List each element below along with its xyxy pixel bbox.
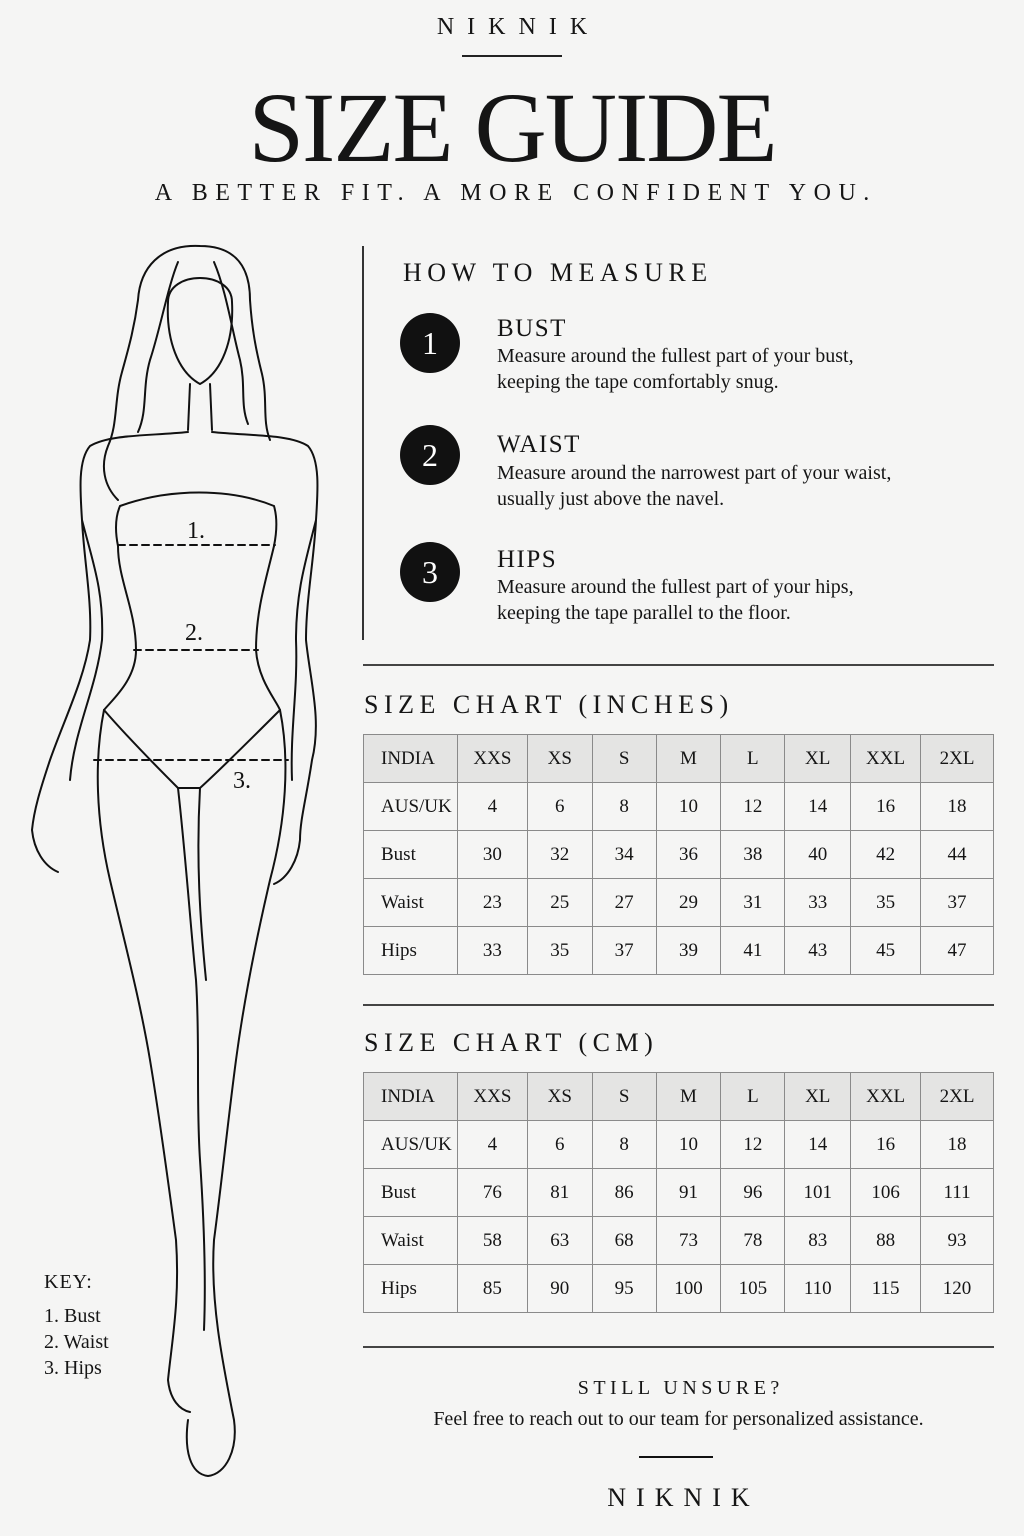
table-row (364, 831, 994, 879)
table-cell: 91 (656, 1169, 721, 1217)
table-cell: 68 (592, 1217, 656, 1265)
header-cell: 2XL (921, 735, 994, 783)
body-figure-illustration (0, 230, 340, 1490)
table-row (364, 927, 994, 975)
header-cell: L (721, 1073, 785, 1121)
table-cell: 78 (721, 1217, 785, 1265)
table-cell: 45 (851, 927, 921, 975)
table-cell: 6 (527, 1121, 592, 1169)
how-to-measure-heading: HOW TO MEASURE (403, 258, 713, 287)
table-cell: 35 (527, 927, 592, 975)
header-cell: XXL (851, 1073, 921, 1121)
table-cell: 76 (457, 1169, 527, 1217)
still-unsure-text: Feel free to reach out to our team for personalized assistance. (433, 1408, 924, 1430)
table-header-row (364, 1073, 994, 1121)
table-row (364, 879, 994, 927)
tagline: A BETTER FIT. A MORE CONFIDENT YOU. (154, 180, 877, 206)
key-title: KEY: (44, 1271, 93, 1293)
marker-bust: 1. (187, 518, 205, 544)
key-item-hips: 3. Hips (44, 1357, 102, 1379)
step-3-desc-line-1: Measure around the fullest part of your hips, (497, 576, 854, 598)
header-cell: L (721, 735, 785, 783)
header-cell: S (592, 1073, 656, 1121)
row-label: Hips (364, 927, 458, 975)
step-2-desc-line-1: Measure around the narrowest part of your waist, (497, 462, 892, 484)
table-cell: 41 (721, 927, 785, 975)
table-cell: 81 (527, 1169, 592, 1217)
left-leg (98, 710, 190, 1412)
table-cell: 33 (785, 879, 851, 927)
table-cell: 16 (851, 783, 921, 831)
table-cell: 35 (851, 879, 921, 927)
briefs (104, 710, 280, 788)
table-cell: 40 (785, 831, 851, 879)
left-arm (32, 432, 188, 872)
table-cell: 31 (721, 879, 785, 927)
key-item-waist: 2. Waist (44, 1331, 109, 1353)
step-1-desc-line-2: keeping the tape comfortably snug. (497, 371, 779, 393)
marker-hips: 3. (233, 768, 251, 794)
table-cell: 90 (527, 1265, 592, 1313)
table-cell: 86 (592, 1169, 656, 1217)
table-cell: 14 (785, 1121, 851, 1169)
right-leg (187, 710, 286, 1476)
row-label: AUS/UK (364, 783, 458, 831)
table-cell: 27 (592, 879, 656, 927)
header-cell: XXS (457, 735, 527, 783)
table-row (364, 1169, 994, 1217)
table-row (364, 1121, 994, 1169)
page-title: SIZE GUIDE (248, 72, 776, 183)
table-cell: 88 (851, 1217, 921, 1265)
table-cell: 10 (656, 783, 721, 831)
table-cell: 85 (457, 1265, 527, 1313)
table-cell: 18 (921, 783, 994, 831)
inner-legs (178, 788, 206, 1330)
table-cell: 42 (851, 831, 921, 879)
table-row (364, 783, 994, 831)
header-cell: INDIA (364, 1073, 458, 1121)
still-unsure-heading: STILL UNSURE? (577, 1377, 784, 1399)
table-header-row (364, 735, 994, 783)
size-chart-inches-heading: SIZE CHART (INCHES) (364, 690, 734, 719)
brand-logo-bottom: NIKNIK (607, 1483, 760, 1512)
table-cell: 115 (851, 1265, 921, 1313)
step-2-desc-line-2: usually just above the navel. (497, 488, 725, 510)
header-cell: XXS (457, 1073, 527, 1121)
table-cell: 110 (785, 1265, 851, 1313)
table-cell: 58 (457, 1217, 527, 1265)
brand-divider-top (462, 55, 562, 57)
table-cell: 12 (721, 783, 785, 831)
table-cell: 44 (921, 831, 994, 879)
section-divider-vertical (362, 246, 364, 640)
marker-waist: 2. (185, 620, 203, 646)
table-cell: 4 (457, 1121, 527, 1169)
table-cell: 63 (527, 1217, 592, 1265)
table-cell: 32 (527, 831, 592, 879)
step-3-desc-line-2: keeping the tape parallel to the floor. (497, 602, 791, 624)
table-cell: 38 (721, 831, 785, 879)
header-cell: M (656, 1073, 721, 1121)
table-cell: 12 (721, 1121, 785, 1169)
step-3-title: HIPS (497, 546, 558, 573)
face (168, 278, 232, 384)
size-chart-cm-table (363, 1072, 994, 1313)
table-cell: 29 (656, 879, 721, 927)
table-cell: 33 (457, 927, 527, 975)
table-cell: 6 (527, 783, 592, 831)
table-cell: 47 (921, 927, 994, 975)
table-cell: 83 (785, 1217, 851, 1265)
step-1-badge: 1 (400, 313, 460, 373)
table-cell: 18 (921, 1121, 994, 1169)
header-cell: XXL (851, 735, 921, 783)
table-cell: 73 (656, 1217, 721, 1265)
step-1-title: BUST (497, 315, 567, 342)
divider-2 (363, 1004, 994, 1006)
right-arm (212, 432, 318, 884)
divider-1 (363, 664, 994, 666)
table-cell: 101 (785, 1169, 851, 1217)
header-cell: S (592, 735, 656, 783)
table-cell: 105 (721, 1265, 785, 1313)
table-cell: 37 (921, 879, 994, 927)
row-label: Waist (364, 1217, 458, 1265)
table-cell: 23 (457, 879, 527, 927)
table-row (364, 1265, 994, 1313)
header-cell: XS (527, 735, 592, 783)
table-cell: 14 (785, 783, 851, 831)
table-cell: 37 (592, 927, 656, 975)
table-cell: 34 (592, 831, 656, 879)
header-cell: XL (785, 735, 851, 783)
size-chart-inches-table (363, 734, 994, 975)
table-cell: 43 (785, 927, 851, 975)
size-chart-cm-heading: SIZE CHART (CM) (364, 1028, 659, 1057)
key-item-bust: 1. Bust (44, 1305, 101, 1327)
header-cell: INDIA (364, 735, 458, 783)
divider-3 (363, 1346, 994, 1348)
table-cell: 106 (851, 1169, 921, 1217)
table-cell: 95 (592, 1265, 656, 1313)
row-label: AUS/UK (364, 1121, 458, 1169)
table-cell: 25 (527, 879, 592, 927)
table-cell: 120 (921, 1265, 994, 1313)
table-cell: 10 (656, 1121, 721, 1169)
table-cell: 30 (457, 831, 527, 879)
brand-logo-top: NIKNIK (436, 14, 601, 40)
step-2-title: WAIST (497, 431, 581, 458)
table-cell: 96 (721, 1169, 785, 1217)
row-label: Waist (364, 879, 458, 927)
step-2-badge: 2 (400, 425, 460, 485)
row-label: Bust (364, 831, 458, 879)
step-1-desc-line-1: Measure around the fullest part of your bust, (497, 345, 854, 367)
table-cell: 111 (921, 1169, 994, 1217)
header-cell: 2XL (921, 1073, 994, 1121)
header-cell: M (656, 735, 721, 783)
table-cell: 8 (592, 1121, 656, 1169)
table-cell: 36 (656, 831, 721, 879)
table-cell: 8 (592, 783, 656, 831)
table-cell: 93 (921, 1217, 994, 1265)
row-label: Bust (364, 1169, 458, 1217)
brand-divider-bottom (639, 1456, 713, 1458)
row-label: Hips (364, 1265, 458, 1313)
table-row (364, 1217, 994, 1265)
header-cell: XL (785, 1073, 851, 1121)
step-3-badge: 3 (400, 542, 460, 602)
header-cell: XS (527, 1073, 592, 1121)
table-cell: 39 (656, 927, 721, 975)
table-cell: 4 (457, 783, 527, 831)
table-cell: 16 (851, 1121, 921, 1169)
table-cell: 100 (656, 1265, 721, 1313)
